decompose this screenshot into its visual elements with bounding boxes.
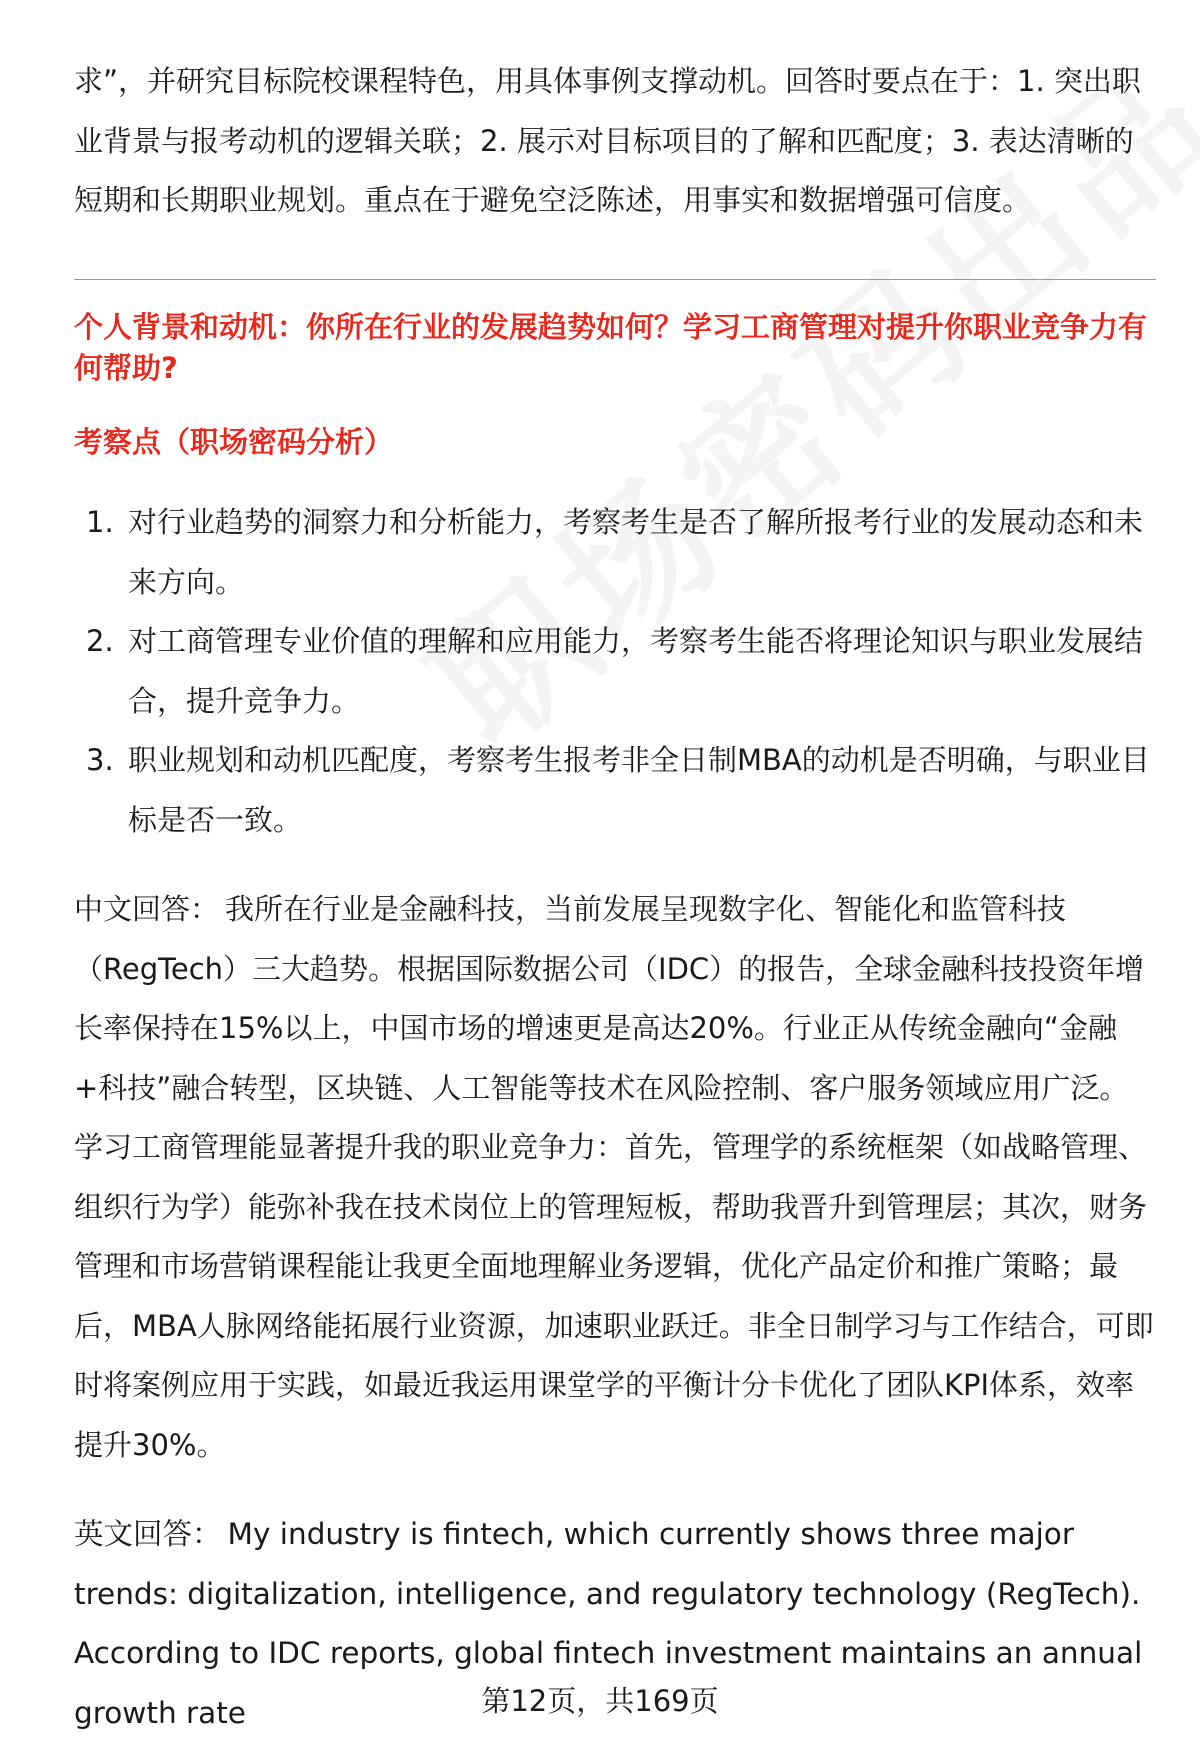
list-item-text: 对行业趋势的洞察力和分析能力，考察考生是否了解所报考行业的发展动态和未来方向。 bbox=[128, 505, 1144, 599]
english-answer-text: My industry is fintech, which currently shows three major trends: digitalization, intelligence, and regulatory technology (RegTech). According to IDC reports, global fintech investment maintains an annual growth rate bbox=[74, 1517, 1143, 1730]
list-item bbox=[74, 493, 1156, 612]
section-divider bbox=[74, 279, 1156, 280]
question-heading: 个人背景和动机：你所在行业的发展趋势如何？学习工商管理对提升你职业竞争力有何帮助? bbox=[74, 310, 1148, 385]
chinese-answer bbox=[74, 880, 1154, 1475]
list-item-number: 3. bbox=[86, 743, 114, 777]
chinese-answer-label: 中文回答： bbox=[74, 892, 220, 926]
list-item-number: 2. bbox=[86, 624, 114, 658]
intro-paragraph: 求”，并研究目标院校课程特色，用具体事例支撑动机。回答时要点在于：1. 突出职业背景与报考动机的逻辑关联；2. 展示对目标项目的了解和匹配度；3. 表达清晰的短期和长期职业规划。重点在于避免空泛陈述，用事实和数据增强可信度。 bbox=[74, 64, 1141, 217]
page-number: 第12页，共169页 bbox=[481, 1684, 719, 1718]
list-item-number: 1. bbox=[86, 505, 114, 539]
analysis-points-list bbox=[74, 493, 1156, 850]
analysis-heading: 考察点（职场密码分析） bbox=[74, 425, 394, 459]
english-answer-label: 英文回答： bbox=[74, 1517, 222, 1551]
list-item bbox=[74, 612, 1156, 731]
list-item bbox=[74, 731, 1156, 850]
list-item-text: 对工商管理专业价值的理解和应用能力，考察考生能否将理论知识与职业发展结合，提升竞争力。 bbox=[128, 624, 1144, 718]
chinese-answer-text: 我所在行业是金融科技，当前发展呈现数字化、智能化和监管科技（RegTech）三大趋势。根据国际数据公司（IDC）的报告，全球金融科技投资年增长率保持在15%以上，中国市场的增速更是高达20%。行业正从传统金融向“金融+科技”融合转型，区块链、人工智能等技术在风险控制、客户服务领域应用广泛。学习工商管理能显著提升我的职业竞争力：首先，管理学的系统框架（如战略管理、组织行为学）能弥补我在技术岗位上的管理短板，帮助我晋升到管理层；其次，财务管理和市场营销课程能让我更全面地理解业务逻辑，优化产品定价和推广策略；最后，MBA人脉网络能拓展行业资源，加速职业跃迁。非全日制学习与工作结合，可即时将案例应用于实践，如最近我运用课堂学的平衡计分卡优化了团队KPI体系，效率提升30%。 bbox=[74, 892, 1154, 1462]
list-item-text: 职业规划和动机匹配度，考察考生报考非全日制MBA的动机是否明确，与职业目标是否一致。 bbox=[128, 743, 1150, 837]
